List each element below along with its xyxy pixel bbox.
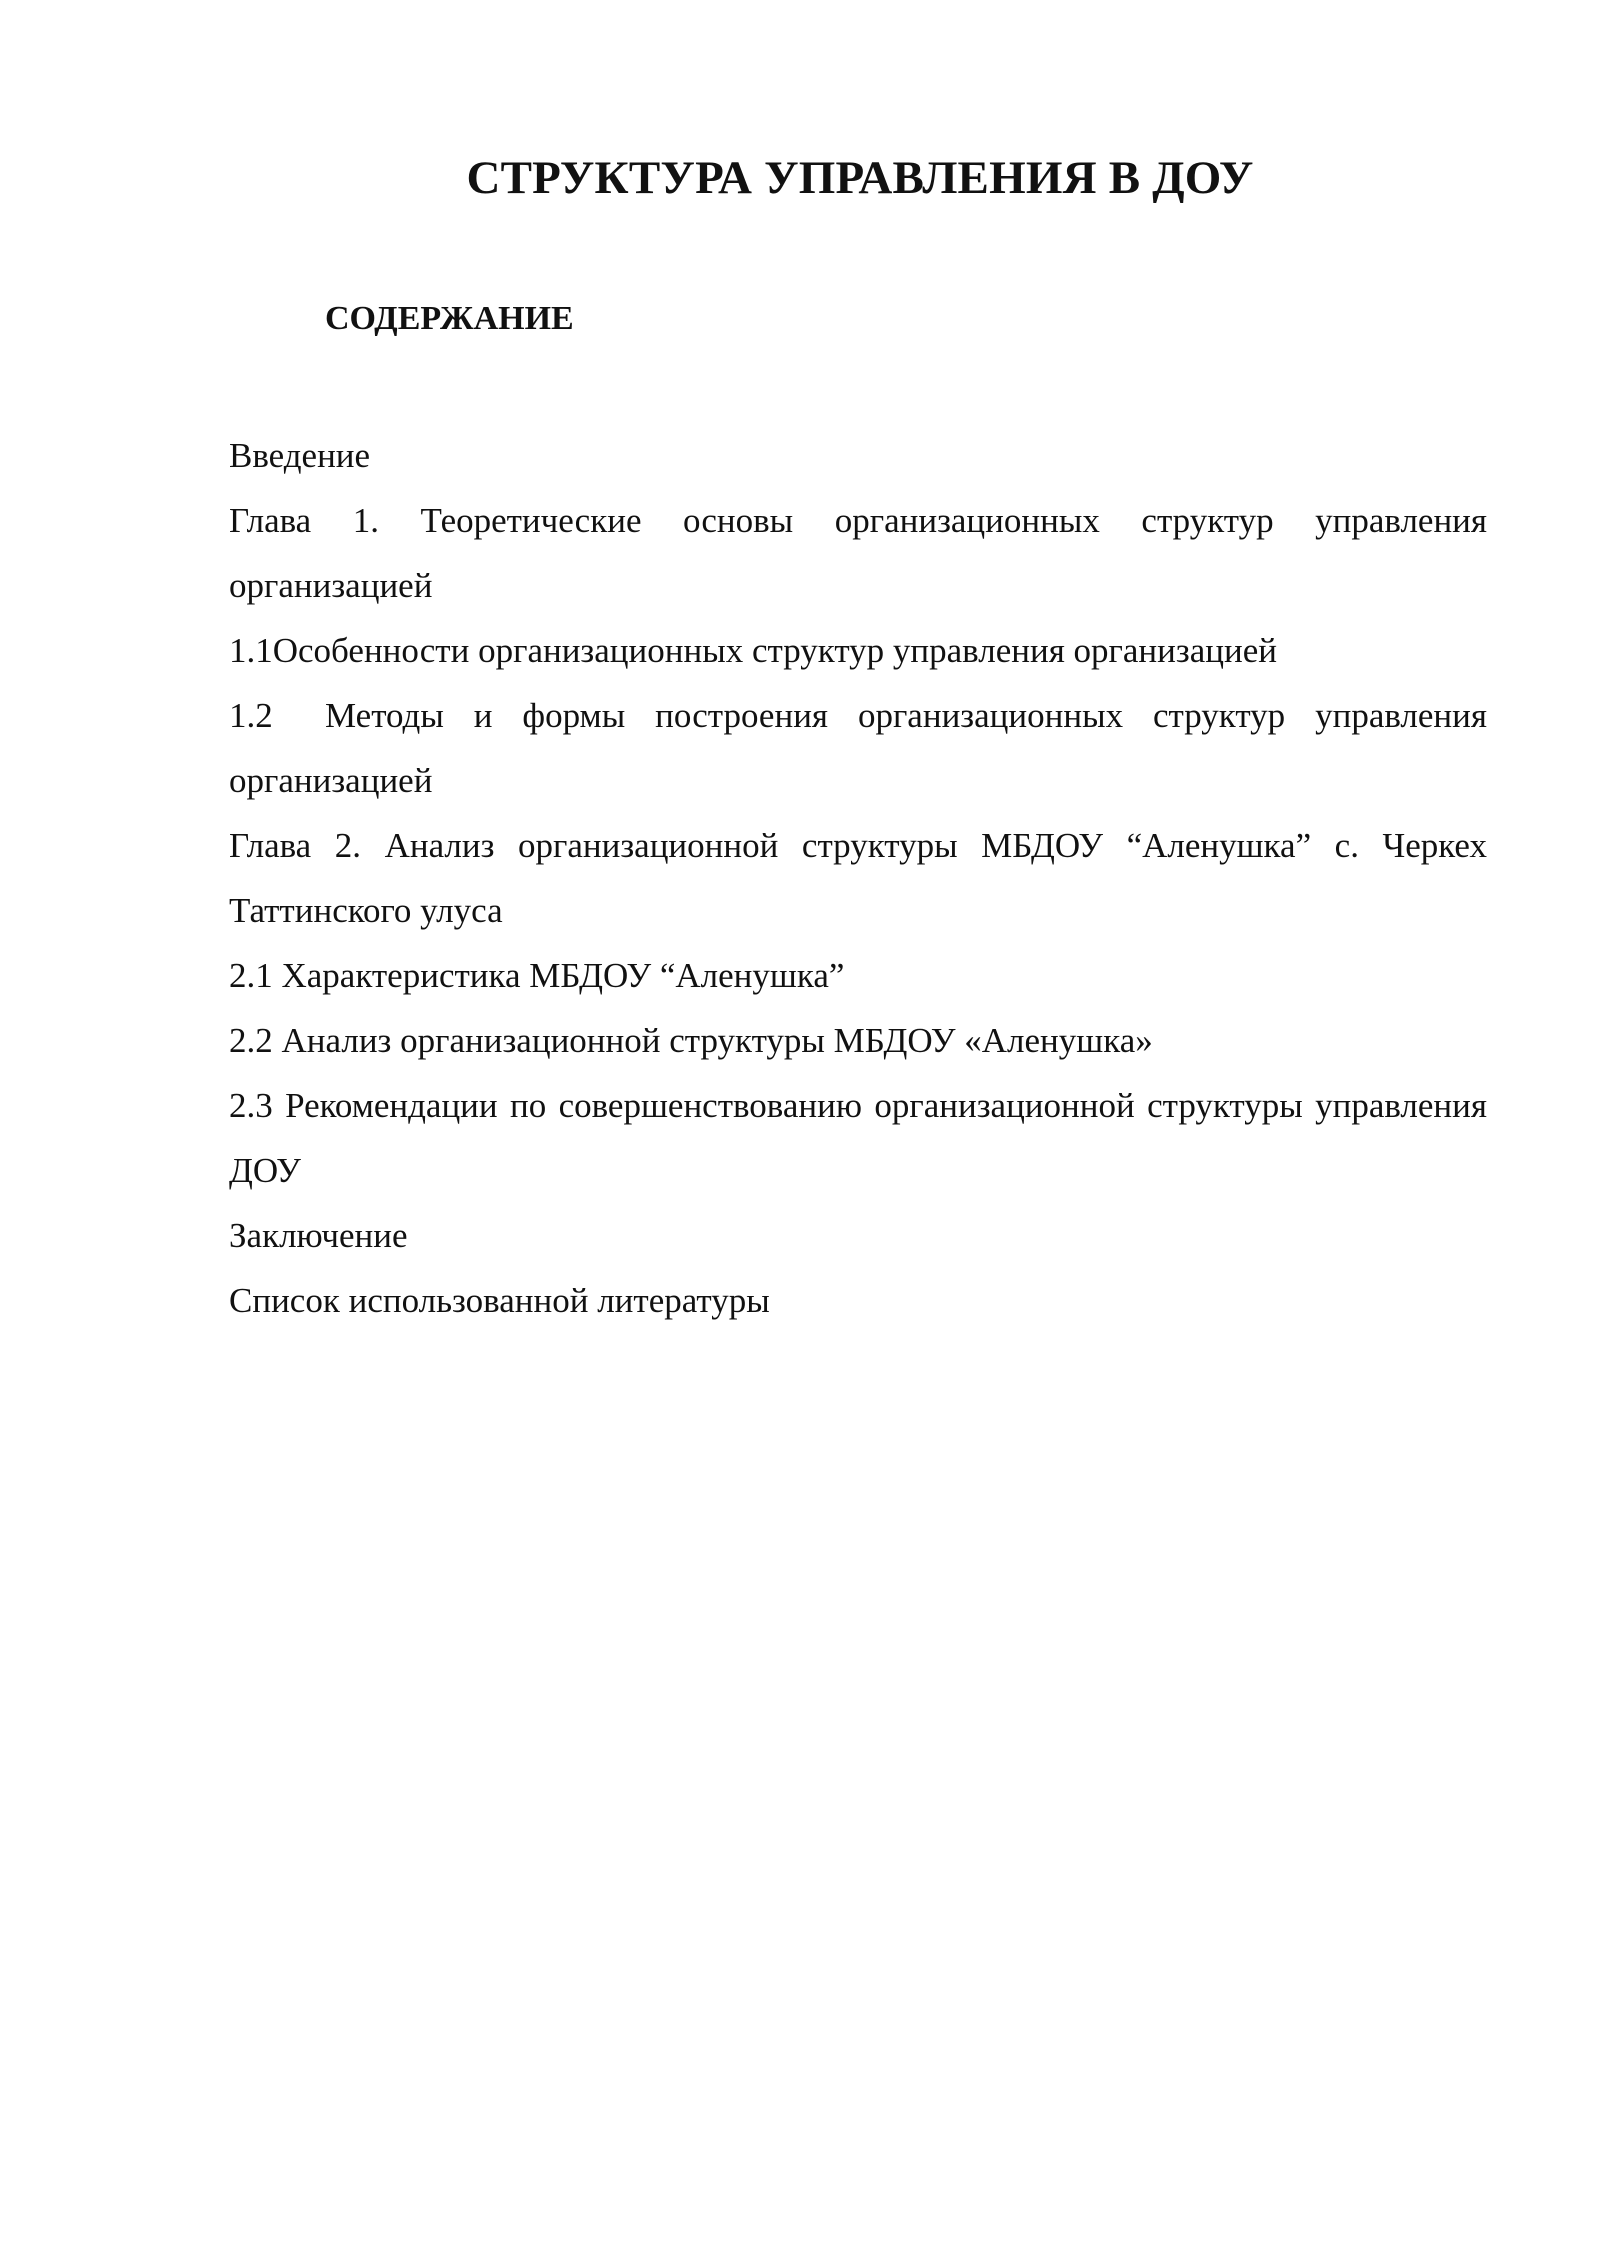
toc-item-references: Список использованной литературы xyxy=(229,1281,770,1320)
toc-item-section-2-2: 2.2 Анализ организационной структуры МБДОУ «Аленушка» xyxy=(229,1021,1153,1060)
toc-item-number: 1.2 xyxy=(229,696,273,735)
toc-item-chapter-1: Глава 1. Теоретические основы организационных структур управления организацией xyxy=(229,501,1487,605)
toc-item-section-1-2 xyxy=(229,683,1487,813)
toc-item-chapter-2: Глава 2. Анализ организационной структуры МБДОУ “Аленушка” с. Черкех Таттинского улуса xyxy=(229,826,1487,930)
table-of-contents xyxy=(229,423,1487,1333)
toc-item-section-2-3: 2.3 Рекомендации по совершенствованию организационной структуры управления ДОУ xyxy=(229,1086,1487,1190)
toc-item-section-2-1: 2.1 Характеристика МБДОУ “Аленушка” xyxy=(229,956,845,995)
contents-heading: СОДЕРЖАНИЕ xyxy=(325,300,574,337)
document-title: СТРУКТУРА УПРАВЛЕНИЯ В ДОУ xyxy=(466,152,1254,204)
toc-item-section-1-1: 1.1Особенности организационных структур управления организацией xyxy=(229,631,1277,670)
toc-item-introduction: Введение xyxy=(229,436,371,475)
toc-item-conclusion: Заключение xyxy=(229,1216,408,1255)
toc-item-label: Методы и формы построения организационных структур управления организацией xyxy=(229,696,1487,800)
